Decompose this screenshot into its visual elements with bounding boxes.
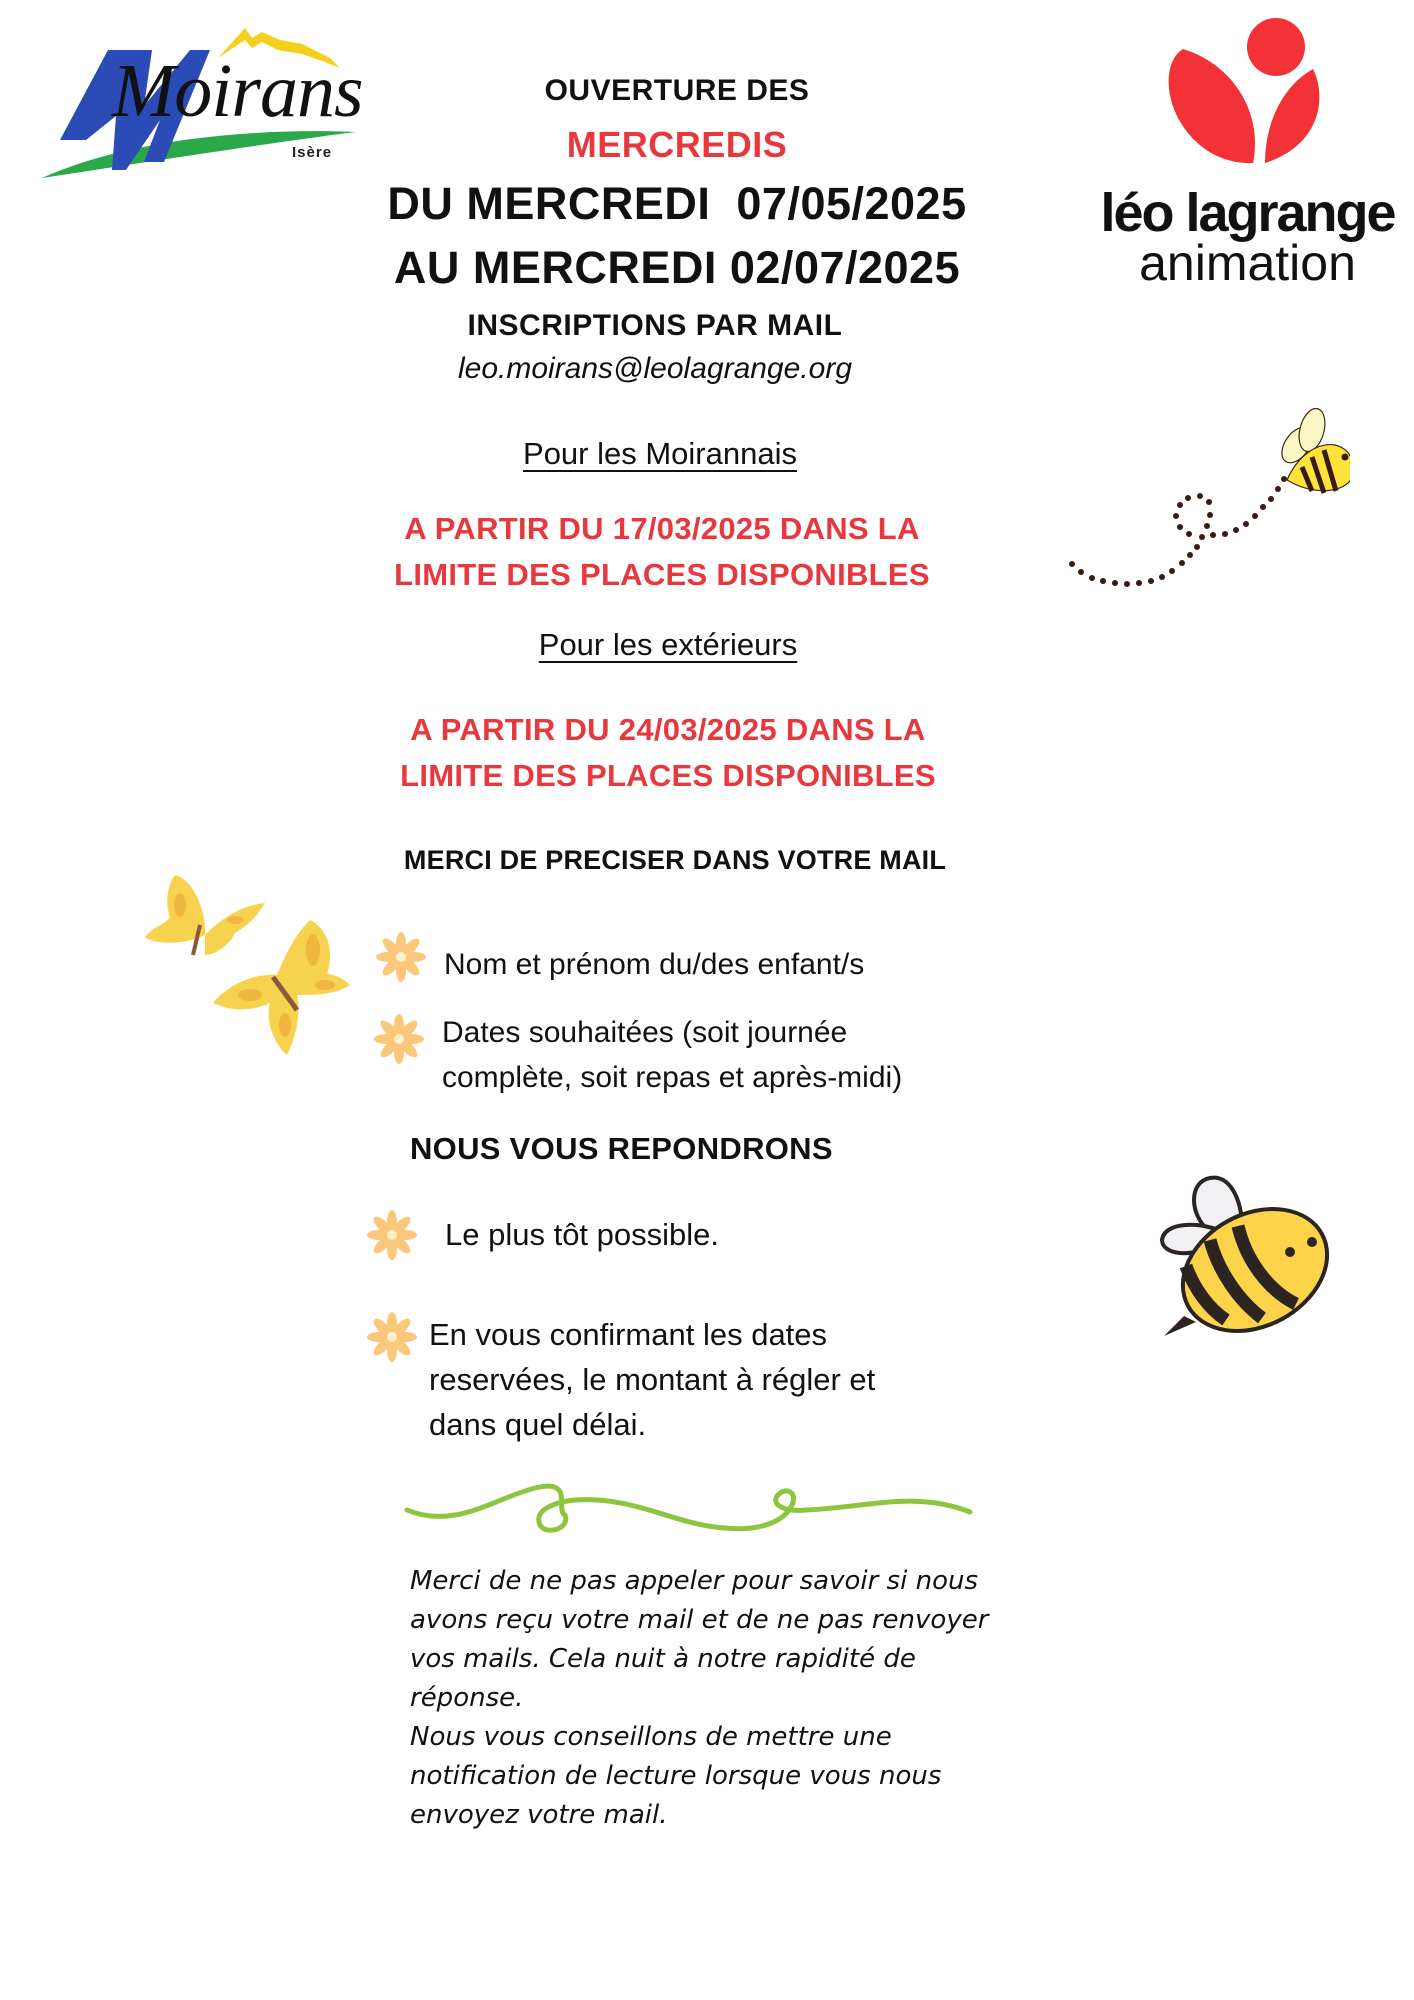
exterieurs-limit-line: LIMITE DES PLACES DISPONIBLES: [400, 758, 936, 793]
list-item-text: [429, 1312, 875, 1447]
moirans-logo-subtitle: Isère: [292, 144, 333, 161]
large-butterfly: [213, 920, 350, 1055]
header-date-end: AU MERCREDI 02/07/2025: [393, 242, 961, 293]
moirans-logo: [40, 20, 380, 190]
list-item-text: Nom et prénom du/des enfant/s: [444, 948, 865, 981]
moirannais-date-line: A PARTIR DU 17/03/2025 DANS LA: [404, 511, 920, 546]
list-item-text: [442, 1010, 902, 1100]
list-item: [365, 1208, 720, 1267]
butterflies-illustration: [135, 845, 365, 1065]
contact-email-link[interactable]: leo.moirans@leolagrange.org: [457, 352, 852, 385]
note-line: réponse.: [410, 1683, 524, 1713]
list-item-line: Dates souhaitées (soit journée: [442, 1016, 848, 1049]
list-item-line: complète, soit repas et après-midi): [442, 1061, 903, 1094]
list-item-line: En vous confirmant les dates: [429, 1317, 828, 1352]
section-label-moirannais: Pour les Moirannais: [523, 436, 797, 471]
note-line: envoyez votre mail.: [410, 1800, 668, 1830]
moirannais-limit-line: LIMITE DES PLACES DISPONIBLES: [394, 557, 930, 592]
note-line: avons reçu votre mail et de ne pas renvoyer: [410, 1605, 989, 1635]
section-label-exterieurs: Pour les extérieurs: [538, 627, 798, 662]
list-item-line: reservées, le montant à régler et: [429, 1362, 876, 1397]
list-item: [365, 1310, 876, 1442]
note-line: vos mails. Cela nuit à notre rapidité de: [410, 1644, 916, 1674]
details-title: MERCI DE PRECISER DANS VOTRE MAIL: [403, 845, 947, 875]
note-line: Merci de ne pas appeler pour savoir si nous: [410, 1566, 979, 1596]
decorative-swirl-divider: [395, 1470, 985, 1540]
dotted-trail: [1069, 476, 1287, 587]
note-line: Nous vous conseillons de mettre une: [410, 1722, 892, 1752]
header-inscriptions: INSCRIPTIONS PAR MAIL: [467, 309, 843, 342]
leo-lagrange-logo: [1085, 5, 1410, 295]
list-item-line: dans quel délai.: [429, 1407, 647, 1442]
header-line-opening: OUVERTURE DES: [544, 74, 810, 107]
leo-lagrange-name: léo lagrange: [1100, 183, 1395, 243]
flower-bullet-icon: [374, 930, 428, 984]
header-date-start: DU MERCREDI 07/05/2025: [387, 178, 967, 229]
bee-illustration: [1150, 1170, 1340, 1350]
leo-lagrange-subtitle: animation: [1139, 235, 1356, 291]
reply-title: NOUS VOUS REPONDRONS: [410, 1131, 833, 1166]
flower-bullet-icon: [365, 1310, 419, 1364]
list-item: [374, 930, 865, 989]
moirans-logo-text: Moirans: [112, 49, 363, 133]
header-line-mercredis: MERCREDIS: [566, 124, 788, 165]
flower-bullet-icon: [365, 1208, 419, 1262]
leo-lagrange-emblem: [1085, 5, 1410, 175]
flying-bee-illustration: [1050, 395, 1350, 595]
note-line: notification de lecture lorsque vous nous: [410, 1761, 942, 1791]
list-item-text: Le plus tôt possible.: [445, 1217, 720, 1252]
note-paragraph: [410, 1562, 1010, 1835]
list-item: [372, 1012, 903, 1094]
flower-bullet-icon: [372, 1012, 426, 1066]
small-butterfly: [145, 875, 265, 955]
exterieurs-date-line: A PARTIR DU 24/03/2025 DANS LA: [410, 712, 926, 747]
